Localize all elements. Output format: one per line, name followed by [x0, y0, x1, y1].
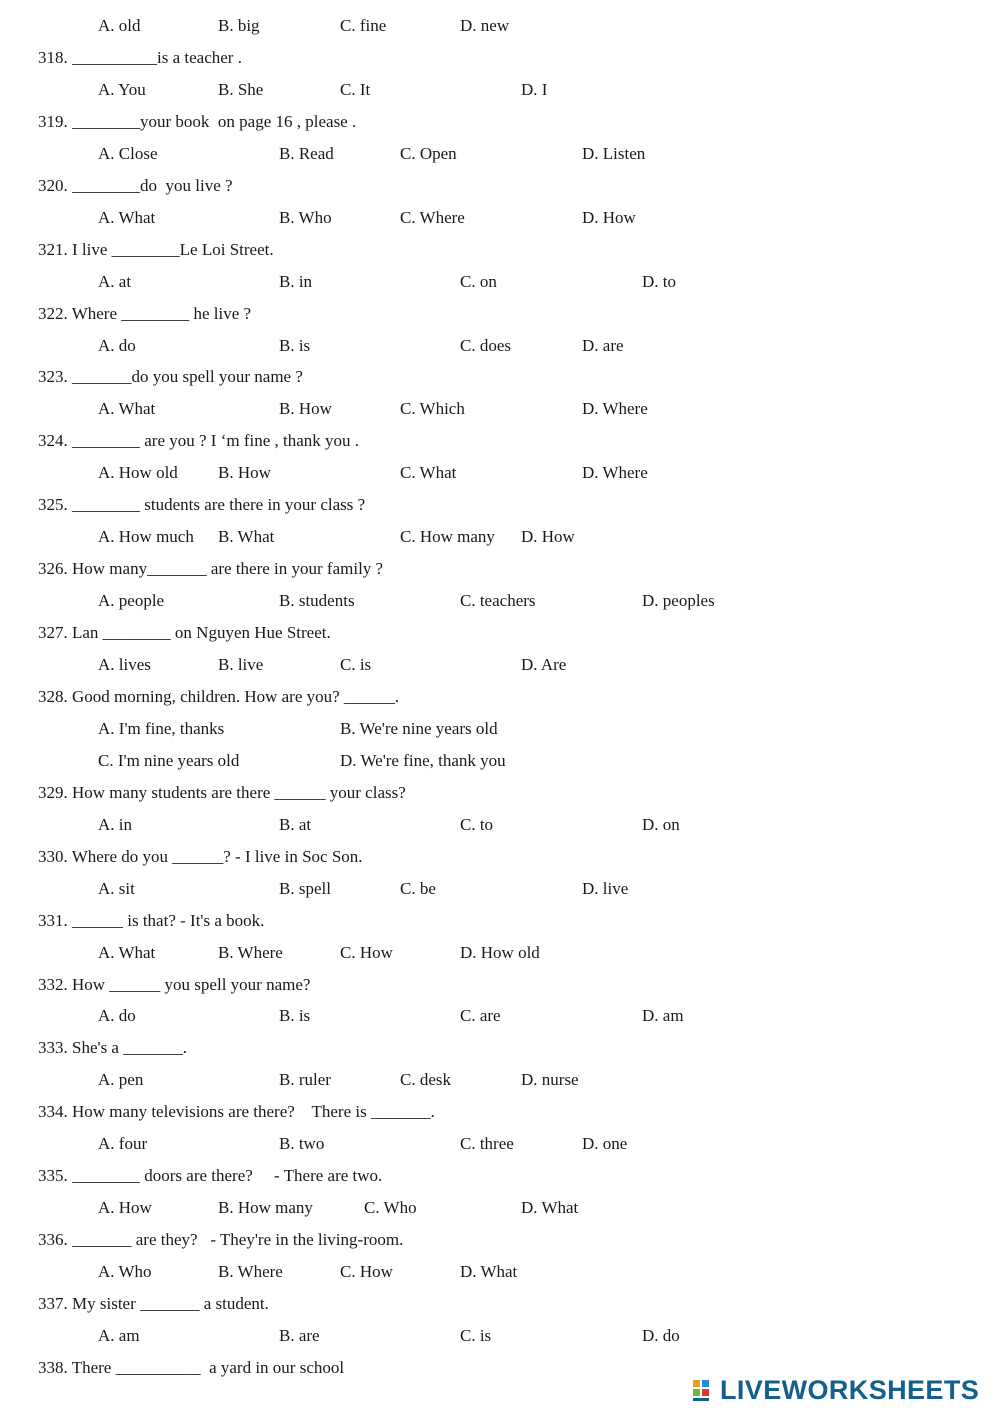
answer-option: D. on [642, 814, 680, 834]
answer-option: C. How [340, 942, 393, 962]
question-text: 321. I live ________Le Loi Street. [38, 239, 274, 259]
answer-option: C. Open [400, 143, 457, 163]
answer-option: D. new [460, 16, 510, 35]
answer-option: D. one [582, 1134, 628, 1154]
answer-option: C. What [400, 463, 457, 483]
answer-options-row [0, 527, 1000, 549]
question-text: 324. ________ are you ? I ‘m fine , thank you . [38, 431, 360, 451]
answer-option: C. teachers [460, 591, 536, 611]
answer-options-row [0, 1006, 1000, 1028]
answer-option: D. peoples [642, 591, 715, 611]
answer-option: B. How [279, 399, 332, 419]
answer-option: C. are [460, 1006, 501, 1026]
answer-option: D. am [642, 1006, 684, 1026]
answer-option: B. Where [218, 1262, 283, 1282]
question-text: 330. Where do you ______? - I live in Soc Son. [38, 846, 363, 866]
answer-option: D. do [642, 1325, 680, 1345]
question-text: 338. There __________ a yard in our school [38, 1357, 345, 1377]
answer-options-row [0, 655, 1000, 677]
answer-options-row [0, 208, 1000, 230]
question-line [0, 112, 1000, 134]
answer-option: C. It [340, 79, 371, 99]
question-line [0, 1102, 1000, 1124]
answer-option: C. three [460, 1134, 514, 1154]
question-line [0, 431, 1000, 453]
answer-option: D. What [460, 1262, 518, 1282]
answer-option: A. What [98, 207, 156, 227]
question-line [0, 176, 1000, 198]
answer-option: B. two [279, 1134, 325, 1154]
answer-option: A. How [98, 1198, 152, 1218]
answer-option: A. sit [98, 878, 135, 898]
answer-option: A. Close [98, 143, 158, 163]
answer-option: C. is [340, 655, 372, 674]
answer-option: C. to [460, 814, 494, 834]
answer-option: A. four [98, 1134, 148, 1154]
answer-option: C. does [460, 335, 511, 355]
answer-options-row [0, 399, 1000, 421]
answer-options-row [0, 591, 1000, 613]
question-text: 334. How many televisions are there? There is _______. [38, 1102, 435, 1122]
question-text: 336. _______ are they? - They're in the living-room. [38, 1230, 404, 1250]
answer-option: C. desk [400, 1070, 451, 1090]
answer-options-row [0, 1262, 1000, 1284]
answer-option: D. What [521, 1198, 579, 1218]
answer-option: C. Who [364, 1198, 417, 1218]
question-text: 325. ________ students are there in your class ? [38, 495, 366, 515]
answer-option: C. fine [340, 16, 387, 35]
question-line [0, 911, 1000, 933]
question-line [0, 240, 1000, 262]
answer-option: D. Listen [582, 143, 646, 163]
question-text: 332. How ______ you spell your name? [38, 974, 311, 994]
answer-option: B. ruler [279, 1070, 331, 1090]
answer-options-row [0, 1134, 1000, 1156]
answer-option: D. Where [582, 463, 648, 483]
answer-options-row [0, 336, 1000, 358]
answer-option: C. Which [400, 399, 465, 419]
answer-options-row [0, 272, 1000, 294]
answer-option: A. How much [98, 527, 194, 547]
answer-options-row [0, 144, 1000, 166]
question-text: 323. _______do you spell your name ? [38, 367, 303, 387]
answer-option: B. big [218, 16, 260, 35]
question-line [0, 304, 1000, 326]
answer-option: D. Are [521, 655, 567, 674]
answer-option: A. old [98, 16, 141, 35]
answer-option: C. I'm nine years old [98, 750, 240, 770]
question-text: 327. Lan ________ on Nguyen Hue Street. [38, 623, 331, 643]
question-text: 322. Where ________ he live ? [38, 303, 252, 323]
answer-option: C. How many [400, 527, 495, 547]
answer-options-row [0, 719, 1000, 741]
answer-option: D. are [582, 335, 624, 355]
answer-option: A. pen [98, 1070, 144, 1090]
liveworksheets-logo-icon [692, 1377, 718, 1403]
question-line [0, 847, 1000, 869]
answer-option: D. live [582, 878, 629, 898]
answer-option: A. Who [98, 1262, 152, 1282]
answer-option: B. Who [279, 207, 332, 227]
answer-option: B. spell [279, 878, 331, 898]
liveworksheets-brand [692, 1374, 979, 1406]
question-line [0, 48, 1000, 70]
answer-option: A. What [98, 399, 156, 419]
answer-option: D. How [521, 527, 575, 547]
answer-option: A. in [98, 814, 132, 834]
answer-option: D. Where [582, 399, 648, 419]
question-line [0, 687, 1000, 709]
question-text: 328. Good morning, children. How are you? ______. [38, 686, 400, 706]
answer-options-row [0, 1326, 1000, 1348]
answer-options-row [0, 16, 1000, 38]
answer-option: A. people [98, 591, 165, 611]
answer-option: B. students [279, 591, 355, 611]
answer-option: C. on [460, 271, 497, 291]
question-text: 329. How many students are there ______ your class? [38, 782, 406, 802]
question-line [0, 1038, 1000, 1060]
answer-option: B. How [218, 463, 271, 483]
answer-options-row [0, 815, 1000, 837]
answer-options-row [0, 879, 1000, 901]
answer-option: B. at [279, 814, 312, 834]
answer-option: D. to [642, 271, 676, 291]
answer-option: C. How [340, 1262, 393, 1282]
answer-options-row [0, 80, 1000, 102]
question-line [0, 1294, 1000, 1316]
answer-option: B. She [218, 79, 264, 99]
question-text: 331. ______ is that? - It's a book. [38, 910, 265, 930]
answer-option: B. is [279, 1006, 311, 1026]
question-text: 318. __________is a teacher . [38, 47, 242, 67]
answer-option: A. at [98, 271, 132, 291]
answer-option: B. in [279, 271, 313, 291]
question-line [0, 1166, 1000, 1188]
answer-options-row [0, 1070, 1000, 1092]
answer-options-row [0, 463, 1000, 485]
question-text: 335. ________ doors are there? - There are two. [38, 1166, 383, 1186]
question-text: 337. My sister _______ a student. [38, 1294, 269, 1313]
question-line [0, 495, 1000, 517]
answer-options-row [0, 1198, 1000, 1220]
question-text: 319. ________your book on page 16 , please . [38, 111, 357, 131]
answer-option: C. be [400, 878, 436, 898]
answer-option: C. Where [400, 207, 465, 227]
question-text: 320. ________do you live ? [38, 175, 233, 195]
answer-option: B. Read [279, 143, 334, 163]
answer-option: C. is [460, 1325, 492, 1345]
answer-option: A. do [98, 335, 136, 355]
answer-option: A. I'm fine, thanks [98, 718, 225, 738]
question-line [0, 783, 1000, 805]
answer-option: B. are [279, 1325, 320, 1345]
answer-option: A. How old [98, 463, 178, 483]
answer-option: D. nurse [521, 1070, 579, 1090]
answer-option: D. We're fine, thank you [340, 750, 506, 770]
question-line [0, 975, 1000, 997]
answer-option: A. do [98, 1006, 136, 1026]
question-text: 326. How many_______ are there in your family ? [38, 559, 384, 579]
answer-options-row [0, 943, 1000, 965]
answer-option: D. I [521, 79, 548, 99]
question-line [0, 367, 1000, 389]
answer-option: D. How [582, 207, 636, 227]
answer-option: A. lives [98, 655, 151, 674]
answer-option: B. Where [218, 942, 283, 962]
answer-options-row [0, 751, 1000, 773]
answer-option: A. What [98, 942, 156, 962]
answer-option: B. live [218, 655, 264, 674]
answer-option: A. am [98, 1325, 140, 1345]
answer-option: A. You [98, 79, 146, 99]
question-text: 333. She's a _______. [38, 1038, 187, 1058]
question-line [0, 623, 1000, 645]
answer-option: B. is [279, 335, 311, 355]
answer-option: B. What [218, 527, 275, 547]
answer-option: B. We're nine years old [340, 718, 498, 738]
question-line [0, 559, 1000, 581]
question-line [0, 1230, 1000, 1252]
liveworksheets-wordmark: LIVEWORKSHEETS [720, 1374, 980, 1405]
answer-option: D. How old [460, 942, 540, 962]
answer-option: B. How many [218, 1198, 313, 1218]
